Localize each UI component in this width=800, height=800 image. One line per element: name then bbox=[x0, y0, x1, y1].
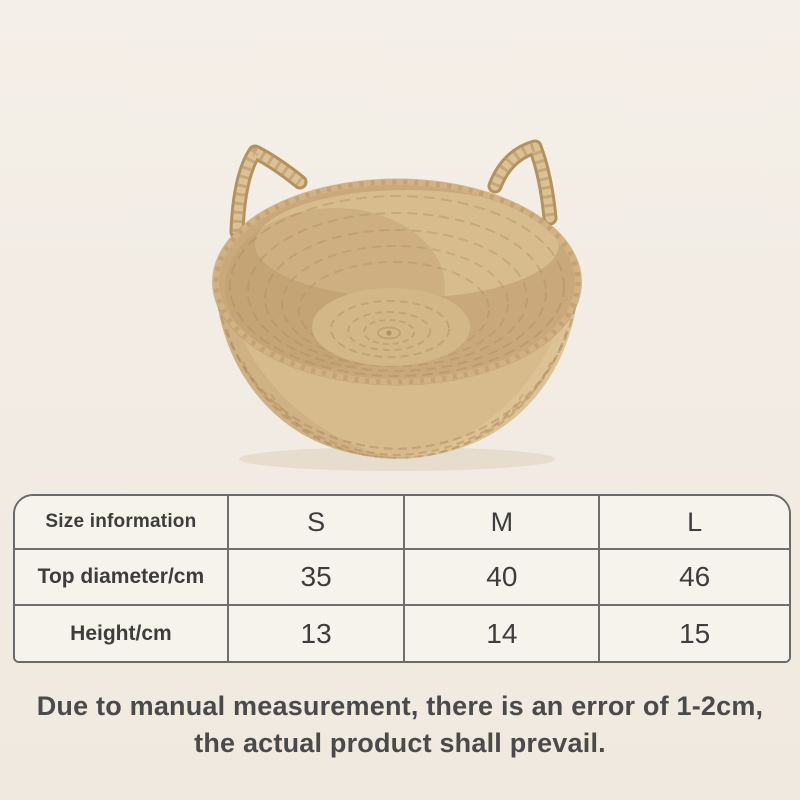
size-table bbox=[13, 494, 791, 663]
table-row-height bbox=[15, 605, 789, 661]
height-l: 15 bbox=[599, 605, 789, 661]
size-table-grid bbox=[15, 496, 789, 661]
measurement-note-line2: the actual product shall prevail. bbox=[194, 728, 606, 758]
table-header-m: M bbox=[404, 496, 599, 549]
table-header-l: L bbox=[599, 496, 789, 549]
top-diameter-l: 46 bbox=[599, 549, 789, 605]
top-diameter-m: 40 bbox=[404, 549, 599, 605]
row-label-height: Height/cm bbox=[15, 605, 228, 661]
measurement-note-line1: Due to manual measurement, there is an error of 1-2cm, bbox=[36, 691, 764, 721]
table-header-s: S bbox=[228, 496, 404, 549]
row-label-top-diameter: Top diameter/cm bbox=[15, 549, 228, 605]
height-m: 14 bbox=[404, 605, 599, 661]
height-s: 13 bbox=[228, 605, 404, 661]
measurement-note bbox=[0, 688, 800, 762]
cat-ear-basket-illustration bbox=[185, 128, 595, 478]
table-header-size-information: Size information bbox=[15, 496, 228, 549]
table-row-top-diameter bbox=[15, 549, 789, 605]
table-header-row bbox=[15, 496, 789, 549]
top-diameter-s: 35 bbox=[228, 549, 404, 605]
product-photo bbox=[185, 128, 595, 478]
